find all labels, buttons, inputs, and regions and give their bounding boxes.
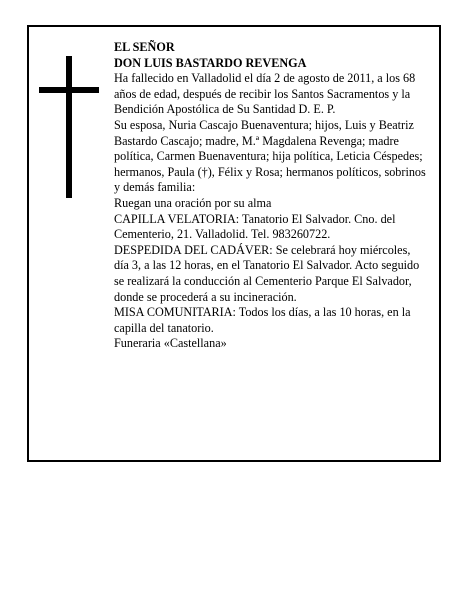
mass-info: MISA COMUNITARIA: Todos los días, a las 10 horas, en la capilla del tanatorio. [114, 305, 411, 335]
notice-title-line2: DON LUIS BASTARDO REVENGA [114, 55, 307, 70]
prayer-request: Ruegan una oración por su alma [114, 195, 272, 210]
cross-vertical-bar [66, 56, 72, 198]
cross-icon [39, 56, 99, 198]
cross-horizontal-bar [39, 87, 99, 93]
notice-text [114, 40, 426, 352]
family-list: Su esposa, Nuria Cascajo Buenaventura; hijos, Luis y Beatriz Bastardo Cascajo; madre, M.ª Magdalena Revenga; madre política, Carmen Buenaventura; hija política, Leticia Céspedes; hermanos, Paula (†), Félix y Rosa; hermanos políticos, sobrinos y demás familia: [114, 117, 426, 195]
notice-title-line1: EL SEÑOR [114, 40, 175, 54]
farewell-info: DESPEDIDA DEL CADÁVER: Se celebrará hoy miércoles, día 3, a las 12 horas, en el Tanatorio El Salvador. Acto seguido se realizará la conducción al Cementerio Parque El Salvador, donde se procederá a su incineración. [114, 242, 420, 304]
obituary-notice [27, 25, 441, 462]
death-announcement: Ha fallecido en Valladolid el día 2 de agosto de 2011, a los 68 años de edad, después de recibir los Santos Sacramentos y la Bendición Apostólica de Su Santidad D. E. P. [114, 71, 416, 117]
funeral-home: Funeraria «Castellana» [114, 336, 227, 351]
chapel-info: CAPILLA VELATORIA: Tanatorio El Salvador. Cno. del Cementerio, 21. Valladolid. Tel. 983260722. [114, 211, 396, 242]
